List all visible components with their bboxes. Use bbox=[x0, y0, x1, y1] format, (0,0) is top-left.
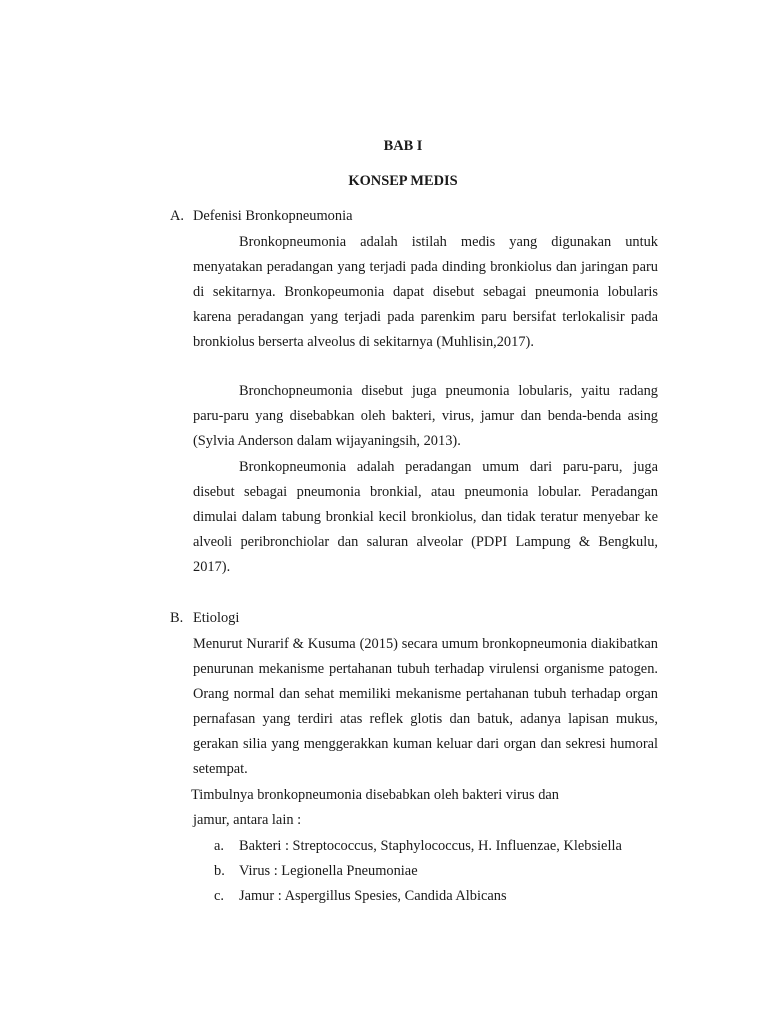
section-b-paragraph: Menurut Nurarif & Kusuma (2015) secara umum bronkopneumonia diakibatkan penurunan mekanisme pertahanan tubuh terhadap virulensi organisme patogen. Orang normal dan sehat memiliki mekanisme pertahanan tubuh terhadap organ pernafasan yang terdiri atas reflek glotis dan batuk, adanya lapisan mukus, gerakan silia yang menggerakkan kuman keluar dari organ dan sekresi humoral setempat. bbox=[193, 636, 658, 777]
section-a-title: Defenisi Bronkopneumonia bbox=[193, 208, 353, 224]
section-b-heading bbox=[170, 609, 239, 627]
section-b-title: Etiologi bbox=[193, 610, 240, 626]
list-item: a. Bakteri : Streptococcus, Staphylococcus, H. Influenzae, Klebsiella bbox=[214, 838, 622, 854]
section-a-paragraph-3: Bronkopneumonia adalah peradangan umum dari paru-paru, juga disebut sebagai pneumonia bronkial, atau pneumonia lobular. Peradangan dimulai dalam tabung bronkial kecil bronkiolus, dan tidak teratur menyebar ke alveoli peribronchiolar dan saluran alveolar (PDPI Lampung & Bengkulu, 2017). bbox=[193, 459, 658, 575]
chapter-title: KONSEP MEDIS bbox=[348, 173, 458, 189]
section-b-intro-line-1: Timbulnya bronkopneumonia disebabkan oleh bakteri virus dan bbox=[191, 787, 559, 803]
section-a-paragraph-1: Bronkopneumonia adalah istilah medis yang digunakan untuk menyatakan peradangan yang terjadi pada dinding bronkiolus dan jaringan paru di sekitarnya. Bronkopeumonia dapat disebut sebagai pneumonia lobularis karena peradangan yang terjadi pada parenkim paru bersifat terlokalisir pada bronkiolus berserta alveolus di sekitarnya (Muhlisin,2017). bbox=[193, 234, 658, 350]
section-b-marker: B. bbox=[170, 610, 184, 626]
section-a-paragraph-2: Bronchopneumonia disebut juga pneumonia lobularis, yaitu radang paru-paru yang disebabkan oleh bakteri, virus, jamur dan benda-benda asing (Sylvia Anderson dalam wijayaningsih, 2013). bbox=[193, 383, 658, 449]
section-b-intro-line-2: jamur, antara lain : bbox=[193, 812, 302, 828]
section-a-heading bbox=[170, 207, 352, 225]
list-item: b. Virus : Legionella Pneumoniae bbox=[214, 863, 418, 879]
section-a-marker: A. bbox=[170, 208, 184, 224]
list-item: c. Jamur : Aspergillus Spesies, Candida Albicans bbox=[214, 888, 507, 904]
chapter-number: BAB I bbox=[383, 138, 423, 154]
